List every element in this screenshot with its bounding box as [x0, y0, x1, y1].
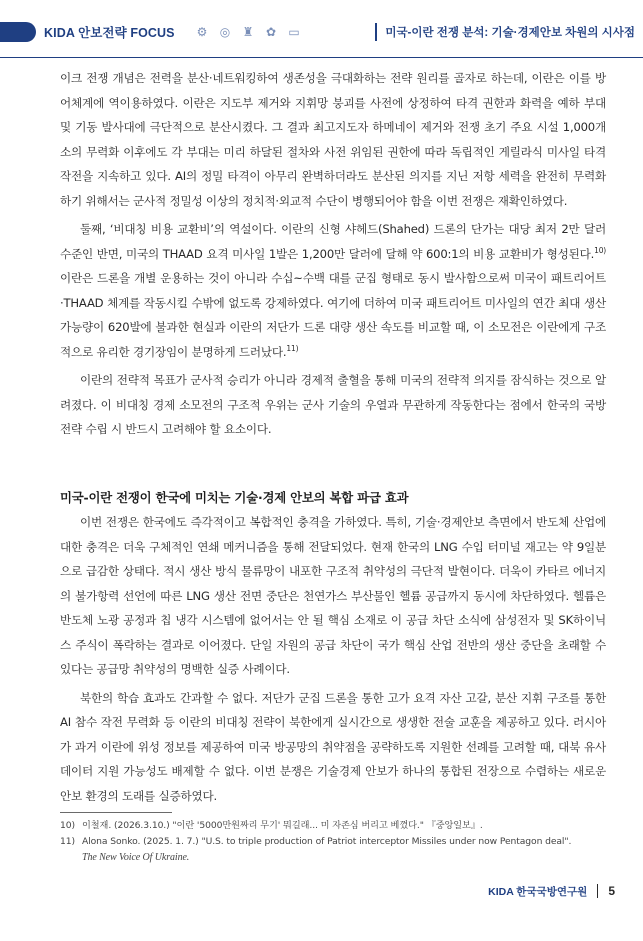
- body-block-2: [60, 510, 606, 808]
- paragraph-text: 이란은 드론을 개별 운용하는 것이 아니라 수십~수백 대를 군집 형태로 동시 발사함으로써 미국이 패트리어트·THAAD 체계를 작동시킬 수밖에 없도록 강제하였다. 여기에 더하여 미국 패트리어트 미사일의 연간 최대 생산 가능량이 620발에 불과한 현실과 이란의 저단가 드론 대량 생산 속도를 비교할 때, 이 소모전은 이란에게 구조적으로 유리한 경기장임이 분명하게 드러났다.: [60, 271, 606, 359]
- gear-icon: ⚙: [196, 25, 208, 39]
- monitor-icon: ▭: [288, 25, 300, 39]
- brand-title: KIDA 안보전략 FOCUS: [44, 26, 175, 40]
- header-tab-marker: [0, 22, 36, 42]
- paragraph: 이크 전쟁 개념은 전력을 분산·네트워킹하여 생존성을 극대화하는 전략 원리를 골자로 하는데, 이란은 이를 방어체계에 역이용하였다. 이란은 지도부 제거와 지휘망 붕괴를 사전에 상정하여 타격 권한과 화력을 예하 부대 및 기동 발사대에 극단적으로 분산시켰다. 그 결과 최고지도자 하메네이 제거와 전쟁 초기 주요 시설 1,000개소의 무력화 이후에도 각 부대는 미리 하달된 절차와 사전 위임된 권한에 따라 독립적인 게릴라식 미사일 타격 작전을 지속하고 있다. AI의 정밀 타격이 아무리 완벽하더라도 분산된 의지를 지닌 저항 세력을 완전히 무력화하기 위해서는 군사적 정밀성 이상의 정치적·외교적 수단이 병행되어야 함을 이번 전쟁은 재확인하였다.: [60, 71, 606, 208]
- paragraph-text: 둘째, ‘비대칭 비용 교환비’의 역설이다. 이란의 신형 샤헤드(Shahed) 드론의 단가는 대당 최저 2만 달러 수준인 반면, 미국의 THAAD 요격 미사일 1발은 1,200만 달러에 달해 약 600:1의 비용 교환비가 형성된다.: [60, 222, 606, 261]
- kida-logo: KIDA 한국국방연구원: [488, 885, 588, 898]
- paragraph: 이란의 전략적 목표가 군사적 승리가 아니라 경제적 출혈을 통해 미국의 전략적 의지를 잠식하는 것으로 알려졌다. 이 비대칭 경제 소모전의 구조적 우위는 군사 기술의 우열과 무관하게 작동한다는 점에서 한국의 국방전략 수립 시 반드시 고려해야 할 요소이다.: [60, 373, 606, 436]
- footnote-divider: [60, 812, 172, 813]
- footer-divider: [597, 884, 598, 898]
- section-heading: 미국-이란 전쟁이 한국에 미치는 기술·경제 안보의 복합 파급 효과: [60, 490, 409, 505]
- body-block-1: [60, 66, 606, 442]
- footnote-ref[interactable]: 11): [286, 343, 299, 353]
- header-icon-row: [196, 26, 300, 38]
- header-divider: [375, 23, 377, 41]
- paragraph: 이번 전쟁은 한국에도 즉각적이고 복합적인 충격을 가하였다. 특히, 기술·경제안보 측면에서 반도체 산업에 대한 충격은 더욱 구체적인 연쇄 메커니즘을 통해 전달되었다. 현재 한국의 LNG 수입 터미널 재고는 약 9일분으로 급감한 상태다. 적시 생산 방식 물류망이 내포한 구조적 취약성의 극단적 발현이다. 더욱이 카타르 에너지의 불가항력 선언에 따른 LNG 생산 전면 중단은 천연가스 부산물인 헬륨 공급까지 동시에 차단하였다. 헬륨은 반도체 노광 공정과 칩 냉각 시스템에 없어서는 안 될 핵심 소재로 이 공급 차단 소식에 삼성전자 및 SK하이닉스 주식이 폭락하는 결과로 이어졌다. 단일 자원의 공급 차단이 국가 핵심 산업 전반의 생산 중단을 초래할 수 있다는 공급망 취약성의 명백한 실증 사례이다.: [60, 515, 606, 676]
- chess-icon: ♜: [242, 25, 254, 39]
- page-footer: [488, 881, 615, 901]
- footnote-number: 11): [60, 836, 75, 847]
- footnote-item: [60, 834, 606, 866]
- footnote-item: [60, 818, 606, 834]
- paragraph: [60, 217, 606, 364]
- footnote-text: Alona Sonko. (2025. 1. 7.) "U.S. to triple production of Patriot interceptor Missiles under now Pentagon deal".: [82, 836, 572, 847]
- footnote-number: 10): [60, 820, 75, 831]
- footnote-text: 이철재. (2026.3.10.) "이란 '5000만원짜리 무기' 뭐길래... 미 자존심 버리고 베꼈다." 『중앙일보』.: [82, 820, 483, 831]
- header-section: [375, 22, 635, 42]
- page-number: 5: [608, 884, 615, 898]
- globe-icon: ◎: [219, 25, 231, 39]
- footnote-source: The New Voice Of Ukraine.: [82, 852, 190, 863]
- flower-icon: ✿: [265, 25, 277, 39]
- footnotes: [60, 818, 606, 866]
- footnote-text-block: [82, 834, 571, 866]
- header-brand-block: [0, 22, 175, 42]
- paragraph: 북한의 학습 효과도 간과할 수 없다. 저단가 군집 드론을 통한 고가 요격 자산 고갈, 분산 지휘 구조를 통한 AI 참수 작전 무력화 등 이란의 비대칭 전략이 북한에게 실시간으로 생생한 전술 교훈을 제공하고 있다. 러시아가 과거 이란에 위성 정보를 제공하여 미국 방공망의 취약점을 공략하도록 지원한 선례를 고려할 때, 대북 유사 데이터 지원 가능성도 배제할 수 없다. 이번 분쟁은 기술경제 안보가 하나의 통합된 전장으로 수렴하는 새로운 안보 환경의 도래를 실증하였다.: [60, 690, 606, 803]
- page-header: [0, 0, 643, 58]
- section-title: 미국-이란 전쟁 분석: 기술·경제안보 차원의 시사점: [385, 27, 635, 39]
- footnote-ref[interactable]: 10): [594, 245, 606, 255]
